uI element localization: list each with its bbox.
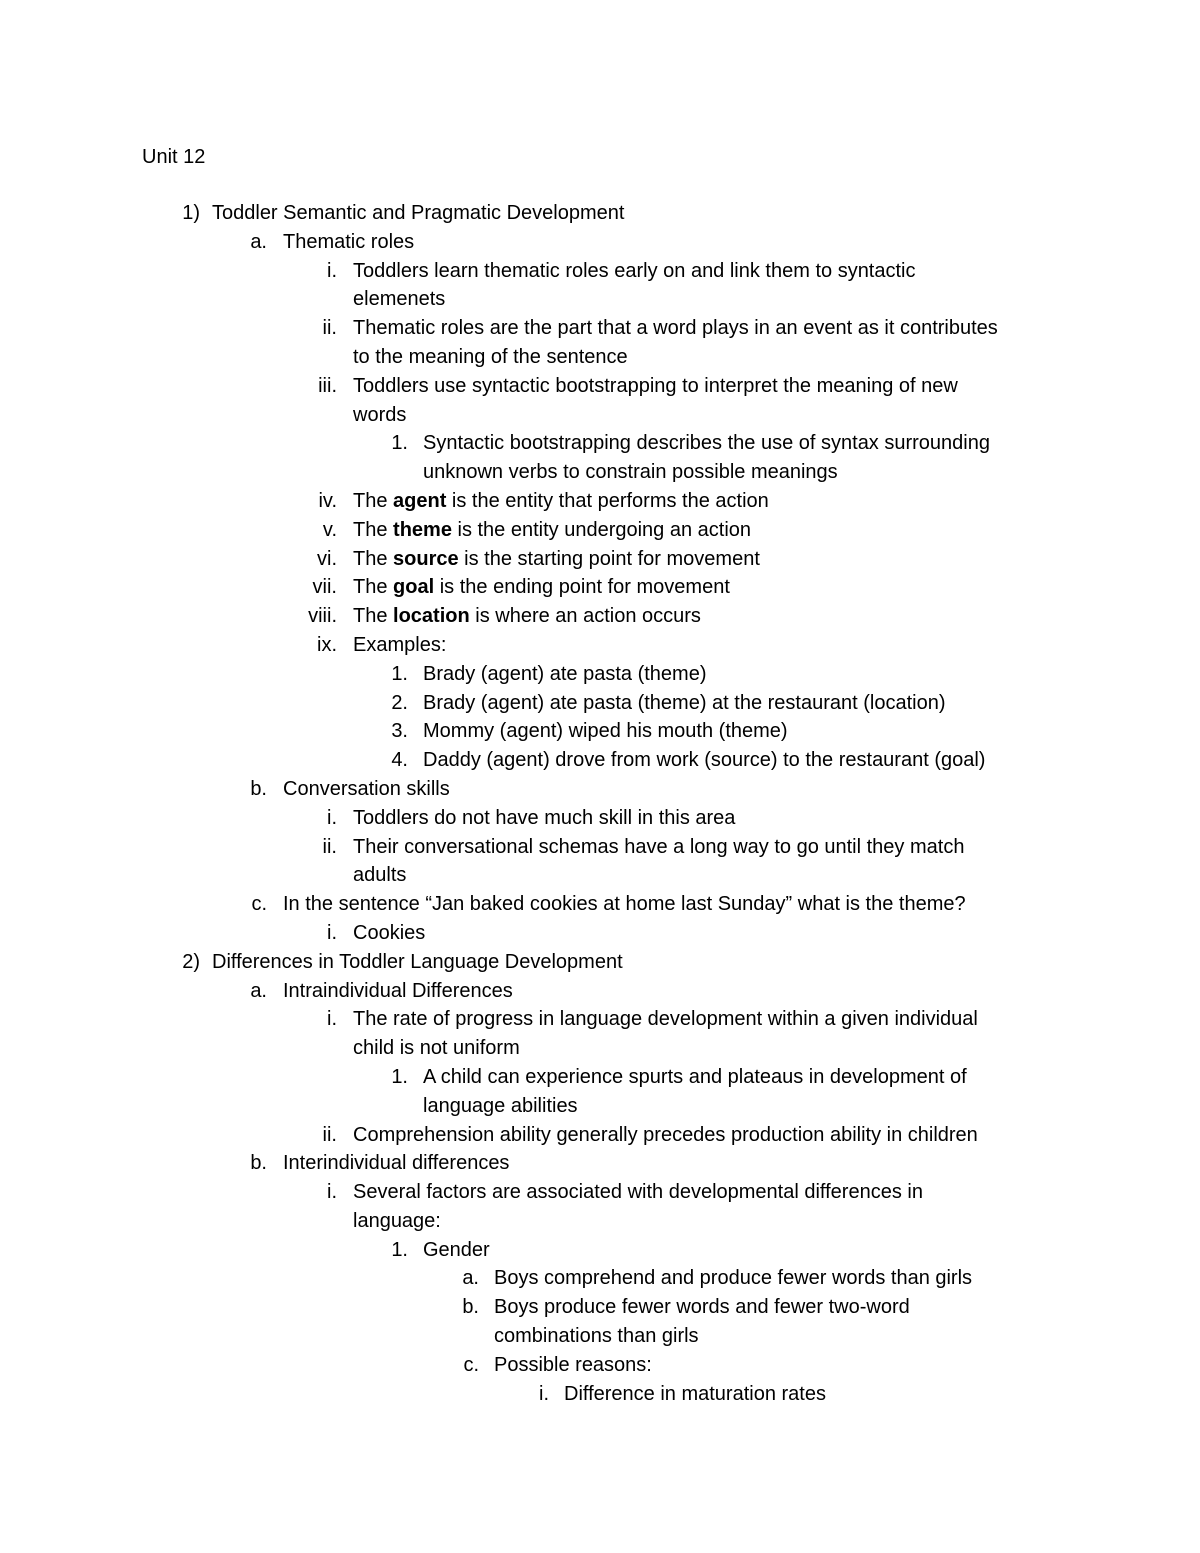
- list-marker: c.: [463, 1353, 479, 1376]
- line-text: Brady (agent) ate pasta (theme) at the restaurant (location): [423, 691, 946, 714]
- outline-line: [0, 401, 1200, 430]
- line-text: Brady (agent) ate pasta (theme): [423, 662, 707, 685]
- outline-line: [0, 285, 1200, 314]
- line-text: [353, 602, 701, 631]
- list-marker: ii.: [322, 835, 337, 858]
- outline-list: [0, 199, 1200, 1408]
- outline-line: [0, 602, 1200, 631]
- line-text-post: is the ending point for movement: [434, 576, 730, 599]
- outline-line: [0, 833, 1200, 862]
- line-text: language abilities: [423, 1094, 578, 1117]
- outline-line: [0, 890, 1200, 919]
- bold-term: agent: [393, 489, 447, 512]
- document-title: Unit 12: [142, 146, 206, 168]
- line-text: Conversation skills: [283, 777, 450, 800]
- list-marker: i.: [327, 921, 337, 944]
- line-text: to the meaning of the sentence: [353, 345, 628, 368]
- outline-line: [0, 228, 1200, 257]
- line-text: Mommy (agent) wiped his mouth (theme): [423, 720, 788, 743]
- line-text: words: [353, 403, 407, 426]
- outline-line: [0, 516, 1200, 545]
- outline-line: [0, 631, 1200, 660]
- line-text: Boys produce fewer words and fewer two-word: [494, 1296, 910, 1319]
- list-marker: c.: [251, 893, 267, 916]
- line-text: Possible reasons:: [494, 1353, 652, 1376]
- outline-line: [0, 429, 1200, 458]
- list-marker: i.: [539, 1382, 549, 1405]
- line-text: A child can experience spurts and plateaus in development of: [423, 1065, 967, 1088]
- outline-line: [0, 257, 1200, 286]
- outline-line: [0, 1005, 1200, 1034]
- outline-line: [0, 660, 1200, 689]
- list-marker: ii.: [322, 1123, 337, 1146]
- outline-line: [0, 573, 1200, 602]
- line-text: Differences in Toddler Language Development: [212, 950, 623, 973]
- outline-line: [0, 1322, 1200, 1351]
- line-text: Comprehension ability generally precedes production ability in children: [353, 1123, 978, 1146]
- list-marker: i.: [327, 1008, 337, 1031]
- line-text: Several factors are associated with developmental differences in: [353, 1181, 923, 1204]
- outline-line: [0, 1236, 1200, 1265]
- list-marker: 3.: [391, 720, 408, 743]
- line-text-pre: The: [353, 518, 394, 541]
- line-text-post: is the entity that performs the action: [446, 489, 769, 512]
- line-text: Difference in maturation rates: [564, 1382, 826, 1405]
- outline-line: [0, 1207, 1200, 1236]
- list-marker: viii.: [308, 605, 337, 628]
- list-marker: ii.: [322, 317, 337, 340]
- list-marker: ix.: [317, 633, 337, 656]
- list-marker: iv.: [318, 489, 337, 512]
- line-text: [353, 516, 751, 545]
- line-text: Cookies: [353, 921, 426, 944]
- line-text: combinations than girls: [494, 1325, 699, 1348]
- outline-line: [0, 1380, 1200, 1409]
- list-marker: b.: [250, 777, 267, 800]
- list-marker: i.: [327, 259, 337, 282]
- list-marker: iii.: [318, 374, 337, 397]
- bold-term: source: [393, 547, 459, 570]
- outline-line: [0, 1178, 1200, 1207]
- bold-term: goal: [393, 576, 435, 599]
- line-text-post: is the starting point for movement: [458, 547, 760, 570]
- outline-line: [0, 689, 1200, 718]
- outline-line: [0, 1351, 1200, 1380]
- outline-line: [0, 487, 1200, 516]
- line-text: Thematic roles: [283, 230, 415, 253]
- outline-line: [0, 919, 1200, 948]
- line-text: elemenets: [353, 288, 446, 311]
- line-text-post: is the entity undergoing an action: [451, 518, 752, 541]
- list-marker: b.: [462, 1296, 479, 1319]
- line-text-post: is where an action occurs: [469, 605, 701, 628]
- line-text: [353, 487, 769, 516]
- outline-line: [0, 372, 1200, 401]
- list-marker: a.: [462, 1267, 479, 1290]
- outline-line: [0, 1034, 1200, 1063]
- line-text: [353, 573, 730, 602]
- list-marker: 1.: [391, 1238, 408, 1261]
- outline-line: [0, 804, 1200, 833]
- list-marker: i.: [327, 1181, 337, 1204]
- list-marker: vii.: [312, 576, 337, 599]
- line-text: adults: [353, 864, 407, 887]
- line-text: Gender: [423, 1238, 490, 1261]
- list-marker: 1): [182, 202, 200, 224]
- line-text-pre: The: [353, 547, 394, 570]
- line-text-pre: The: [353, 489, 394, 512]
- outline-line: [0, 977, 1200, 1006]
- line-text: Toddlers do not have much skill in this area: [353, 806, 736, 829]
- outline-line: [0, 775, 1200, 804]
- list-marker: 1.: [391, 1065, 408, 1088]
- outline-line: [0, 199, 1200, 228]
- outline-line: [0, 717, 1200, 746]
- list-marker: a.: [250, 230, 267, 253]
- outline-line: [0, 1149, 1200, 1178]
- list-marker: v.: [322, 518, 337, 541]
- list-marker: 4.: [391, 749, 408, 772]
- outline-line: [0, 545, 1200, 574]
- outline-line: [0, 1264, 1200, 1293]
- line-text: Examples:: [353, 633, 447, 656]
- outline-line: [0, 343, 1200, 372]
- list-marker: 2): [182, 950, 200, 973]
- line-text: Intraindividual Differences: [283, 979, 513, 1002]
- list-marker: i.: [327, 806, 337, 829]
- bold-term: theme: [393, 518, 452, 541]
- outline-line: [0, 1092, 1200, 1121]
- outline-line: [0, 1063, 1200, 1092]
- outline-line: [0, 314, 1200, 343]
- line-text: Toddler Semantic and Pragmatic Development: [212, 202, 625, 224]
- list-marker: a.: [250, 979, 267, 1002]
- list-marker: 1.: [391, 662, 408, 685]
- line-text: Their conversational schemas have a long way to go until they match: [353, 835, 965, 858]
- outline-line: [0, 1293, 1200, 1322]
- line-text: language:: [353, 1209, 441, 1232]
- line-text: child is not uniform: [353, 1037, 520, 1060]
- line-text: [353, 545, 760, 574]
- list-marker: 1.: [391, 432, 408, 455]
- line-text: In the sentence “Jan baked cookies at home last Sunday” what is the theme?: [283, 893, 966, 916]
- line-text: Boys comprehend and produce fewer words than girls: [494, 1267, 973, 1290]
- line-text: Toddlers use syntactic bootstrapping to interpret the meaning of new: [353, 374, 958, 397]
- list-marker: vi.: [317, 547, 337, 570]
- list-marker: b.: [250, 1152, 267, 1175]
- outline-line: [0, 861, 1200, 890]
- list-marker: 2.: [391, 691, 408, 714]
- line-text: Thematic roles are the part that a word plays in an event as it contributes: [353, 317, 998, 340]
- line-text: unknown verbs to constrain possible meanings: [423, 461, 838, 484]
- line-text: Syntactic bootstrapping describes the use of syntax surrounding: [423, 432, 990, 455]
- line-text-pre: The: [353, 605, 394, 628]
- outline-line: [0, 1121, 1200, 1150]
- line-text-pre: The: [353, 576, 394, 599]
- line-text: Daddy (agent) drove from work (source) to the restaurant (goal): [423, 749, 986, 772]
- outline-line: [0, 746, 1200, 775]
- bold-term: location: [393, 605, 470, 628]
- outline-line: [0, 948, 1200, 977]
- line-text: Toddlers learn thematic roles early on and link them to syntactic: [353, 259, 916, 282]
- line-text: Interindividual differences: [283, 1152, 510, 1175]
- outline-line: [0, 458, 1200, 487]
- line-text: The rate of progress in language development within a given individual: [353, 1008, 978, 1031]
